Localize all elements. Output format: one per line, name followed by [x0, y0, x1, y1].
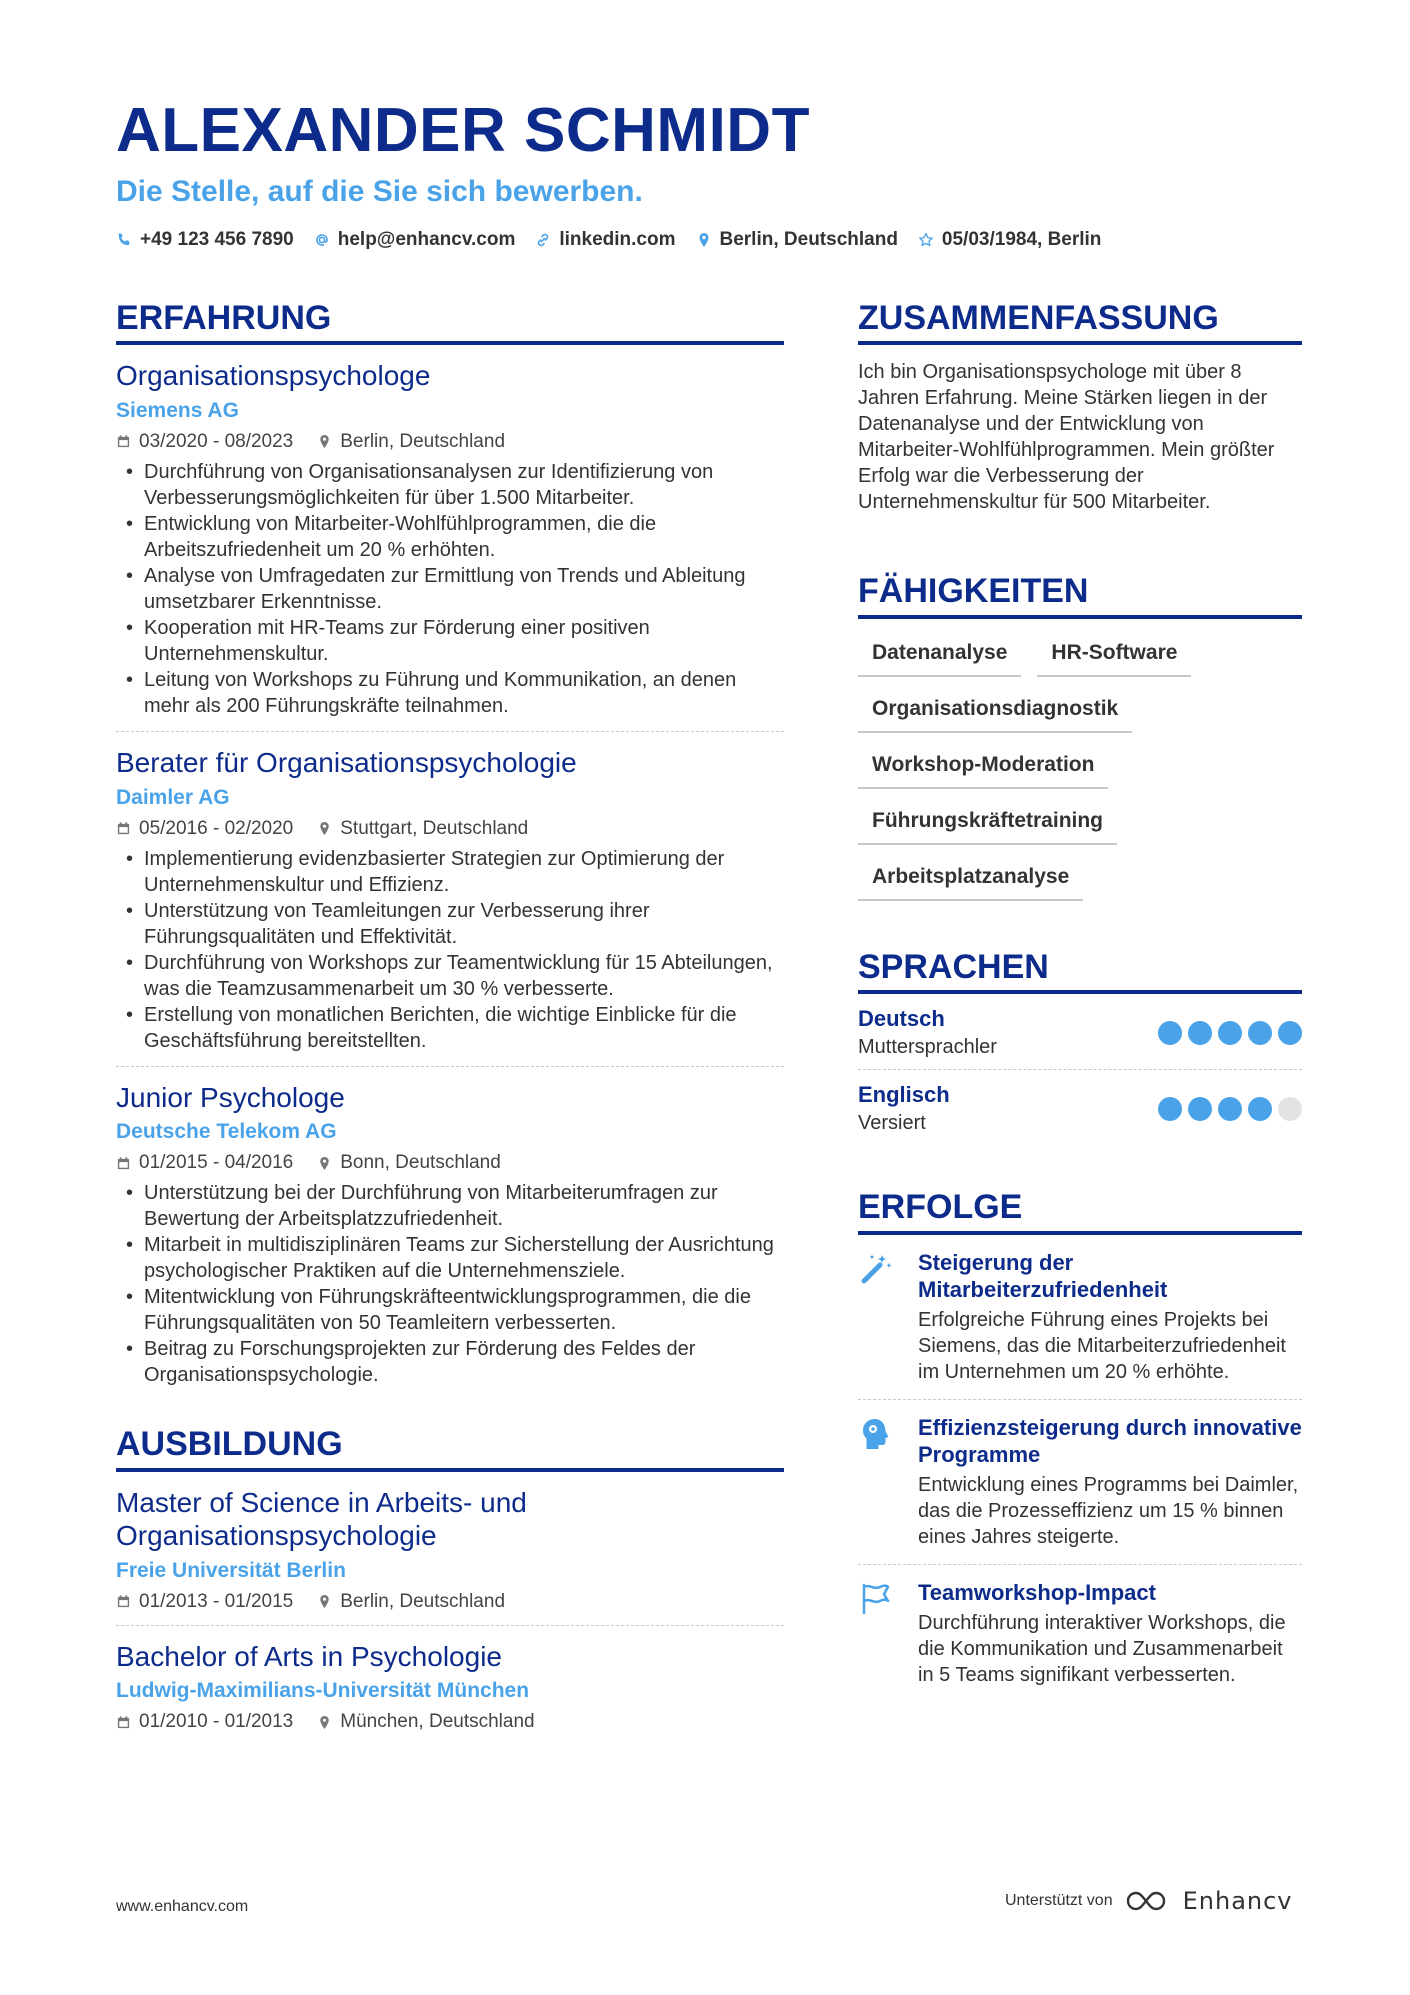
summary-title: ZUSAMMENFASSUNG: [858, 300, 1302, 345]
education-location: Berlin, Deutschland: [340, 1590, 506, 1612]
calendar-icon: [116, 1715, 131, 1730]
right-column: [858, 300, 1302, 1702]
phone-icon: [116, 232, 132, 248]
education-dates: 01/2010 - 01/2013: [139, 1711, 294, 1733]
enhancv-logo-icon: [1125, 1888, 1171, 1914]
candidate-name: ALEXANDER SCHMIDT: [116, 96, 810, 165]
bullet: • Leitung von Workshops zu Führung und Kommunikation, an denen mehr als 200 Führungskräfte teilnahmen.: [116, 667, 784, 719]
school-name: Ludwig-Maximilians-Universität München: [116, 1679, 530, 1703]
skill-tag: Workshop-Moderation: [858, 747, 1108, 789]
bullet: • Analyse von Umfragedaten zur Ermittlung von Trends und Ableitung umsetzbarer Erkenntnisse.: [116, 563, 784, 615]
flag-icon: [858, 1581, 894, 1617]
rating-dot-filled: [1188, 1021, 1212, 1045]
job-title: Junior Psychologe: [116, 1081, 345, 1113]
location-pin-icon: [317, 821, 332, 836]
education-entry: [116, 1472, 784, 1626]
achievement-title: Steigerung der Mitarbeiterzufriedenheit: [918, 1249, 1168, 1302]
job-dates: 05/2016 - 02/2020: [139, 817, 294, 839]
school-name: Freie Universität Berlin: [116, 1558, 346, 1582]
degree-title: Master of Science in Arbeits- und Organisationspsychologie: [116, 1486, 527, 1552]
company-name: Daimler AG: [116, 785, 230, 809]
achievement-text: Erfolgreiche Führung eines Projekts bei Siemens, das die Mitarbeiterzufriedenheit im Unternehmen um 20 % erhöhte.: [918, 1308, 1286, 1383]
job-bullets: [116, 846, 784, 1054]
achievement-text: Entwicklung eines Programms bei Daimler, das die Prozesseffizienz um 15 % binnen eines Jahres steigerte.: [918, 1473, 1299, 1548]
rating-dot-filled: [1188, 1097, 1212, 1121]
job-dates: 01/2015 - 04/2016: [139, 1152, 294, 1174]
language-rating: [1158, 1097, 1302, 1121]
achievement-title: Effizienzsteigerung durch innovative Programme: [918, 1414, 1302, 1467]
skills-list: [858, 635, 1302, 901]
skill-tag: Arbeitsplatzanalyse: [858, 859, 1083, 901]
language-name: Englisch: [858, 1082, 950, 1108]
bullet: • Erstellung von monatlichen Berichten, die wichtige Einblicke für die Geschäftsführung bereitstellten.: [116, 1002, 784, 1054]
bullet: • Mitentwicklung von Führungskräfteentwicklungsprogrammen, die die Führungsqualitäten von 50 Teamleitern verbesserten.: [116, 1284, 784, 1336]
skill-tag: Führungskräftetraining: [858, 803, 1117, 845]
job-bullets: [116, 1180, 784, 1388]
contact-location: [696, 229, 898, 251]
contact-linkedin[interactable]: [535, 229, 675, 251]
bullet: • Kooperation mit HR-Teams zur Förderung einer positiven Unternehmenskultur.: [116, 615, 784, 667]
birth-text: 05/03/1984, Berlin: [941, 229, 1102, 250]
phone-text: +49 123 456 7890: [140, 229, 294, 250]
achievement-item: [858, 1235, 1302, 1400]
education-title: AUSBILDUNG: [116, 1426, 784, 1471]
contact-email[interactable]: [314, 229, 516, 251]
bullet: • Beitrag zu Forschungsprojekten zur Förderung des Feldes der Organisationspsychologie.: [116, 1336, 784, 1388]
location-pin-icon: [696, 232, 712, 248]
education-meta: [116, 1591, 784, 1613]
achievement-title: Teamworkshop-Impact: [918, 1579, 1156, 1605]
summary-text: Ich bin Organisationspsychologe mit über 8 Jahren Erfahrung. Meine Stärken liegen in der Datenanalyse und der Entwicklung von Mitarbeiter-Wohlfühlprogrammen. Mein größter Erfolg war die Verbesserung der Unternehmenskultur für 500 Mitarbeiter.: [858, 361, 1275, 514]
rating-dot-filled: [1158, 1097, 1182, 1121]
company-name: Siemens AG: [116, 398, 239, 422]
footer-website[interactable]: www.enhancv.com: [116, 1898, 249, 1915]
job-entry: [116, 1067, 784, 1401]
powered-by-label: Unterstützt von: [1005, 1892, 1113, 1909]
skills-title: FÄHIGKEITEN: [858, 573, 1302, 618]
languages-title: SPRACHEN: [858, 949, 1302, 994]
location-pin-icon: [317, 1594, 332, 1609]
achievement-item: [858, 1565, 1302, 1702]
language-level: Muttersprachler: [858, 1036, 997, 1059]
language-rating: [1158, 1021, 1302, 1045]
skill-tag: HR-Software: [1037, 635, 1191, 677]
at-icon: [314, 232, 330, 248]
job-dates: 03/2020 - 08/2023: [139, 430, 294, 452]
bullet: • Implementierung evidenzbasierter Strategien zur Optimierung der Unternehmenskultur und Effizienz.: [116, 846, 784, 898]
job-location: Berlin, Deutschland: [340, 430, 506, 452]
rating-dot-empty: [1278, 1097, 1302, 1121]
education-entry: [116, 1626, 784, 1746]
rating-dot-filled: [1158, 1021, 1182, 1045]
calendar-icon: [116, 821, 131, 836]
job-meta: [116, 431, 784, 453]
bullet: • Durchführung von Workshops zur Teamentwicklung für 15 Abteilungen, was die Teamzusammenarbeit um 30 % verbesserte.: [116, 950, 784, 1002]
achievement-item: [858, 1400, 1302, 1565]
contact-birth: [918, 229, 1102, 251]
bullet: • Unterstützung bei der Durchführung von Mitarbeiterumfragen zur Bewertung der Arbeitsplatzzufriedenheit.: [116, 1180, 784, 1232]
degree-title: Bachelor of Arts in Psychologie: [116, 1640, 502, 1672]
linkedin-text: linkedin.com: [559, 229, 676, 250]
location-text: Berlin, Deutschland: [719, 229, 898, 250]
job-meta: [116, 1152, 784, 1174]
location-pin-icon: [317, 1715, 332, 1730]
education-meta: [116, 1711, 784, 1733]
rating-dot-filled: [1218, 1097, 1242, 1121]
education-location: München, Deutschland: [340, 1711, 535, 1733]
job-title: Organisationspsychologe: [116, 360, 431, 392]
skill-tag: Datenanalyse: [858, 635, 1021, 677]
job-entry: [116, 732, 784, 1067]
rating-dot-filled: [1248, 1021, 1272, 1045]
location-pin-icon: [317, 434, 332, 449]
achievements-title: ERFOLGE: [858, 1189, 1302, 1234]
job-entry: [116, 345, 784, 732]
left-column: [116, 300, 784, 1745]
calendar-icon: [116, 434, 131, 449]
rating-dot-filled: [1248, 1097, 1272, 1121]
job-meta: [116, 818, 784, 840]
bullet: • Durchführung von Organisationsanalysen zur Identifizierung von Verbesserungsmöglichkeiten für über 1.500 Mitarbeiter.: [116, 459, 784, 511]
contact-phone[interactable]: [116, 229, 294, 251]
achievement-text: Durchführung interaktiver Workshops, die die Kommunikation und Zusammenarbeit in 5 Teams signifikant verbesserten.: [918, 1611, 1286, 1686]
star-icon: [918, 232, 934, 248]
company-name: Deutsche Telekom AG: [116, 1120, 337, 1144]
job-bullets: [116, 459, 784, 719]
footer-branding: [1005, 1887, 1293, 1915]
bullet: • Mitarbeit in multidisziplinären Teams zur Sicherstellung der Ausrichtung psychologischer Praktiken auf die Unternehmensziele.: [116, 1232, 784, 1284]
email-text: help@enhancv.com: [337, 229, 516, 250]
experience-title: ERFAHRUNG: [116, 300, 784, 345]
link-icon: [535, 232, 551, 248]
education-dates: 01/2013 - 01/2015: [139, 1590, 294, 1612]
calendar-icon: [116, 1156, 131, 1171]
calendar-icon: [116, 1594, 131, 1609]
rating-dot-filled: [1218, 1021, 1242, 1045]
location-pin-icon: [317, 1156, 332, 1171]
contact-bar: [116, 229, 1101, 251]
language-name: Deutsch: [858, 1006, 945, 1032]
language-item: [858, 1070, 1302, 1145]
bullet: • Unterstützung von Teamleitungen zur Verbesserung ihrer Führungsqualitäten und Effektivität.: [116, 898, 784, 950]
rating-dot-filled: [1278, 1021, 1302, 1045]
job-title: Berater für Organisationspsychologie: [116, 746, 577, 778]
job-location: Stuttgart, Deutschland: [340, 817, 529, 839]
bullet: • Entwicklung von Mitarbeiter-Wohlfühlprogrammen, die die Arbeitszufriedenheit um 20 % erhöhten.: [116, 511, 784, 563]
job-location: Bonn, Deutschland: [340, 1152, 501, 1174]
language-level: Versiert: [858, 1112, 926, 1135]
head-brain-icon: [858, 1416, 894, 1452]
skill-tag: Organisationsdiagnostik: [858, 691, 1132, 733]
language-item: [858, 994, 1302, 1070]
brand-name: Enhancv: [1182, 1887, 1293, 1915]
magic-wand-icon: [858, 1251, 894, 1287]
target-role: Die Stelle, auf die Sie sich bewerben.: [116, 175, 643, 208]
